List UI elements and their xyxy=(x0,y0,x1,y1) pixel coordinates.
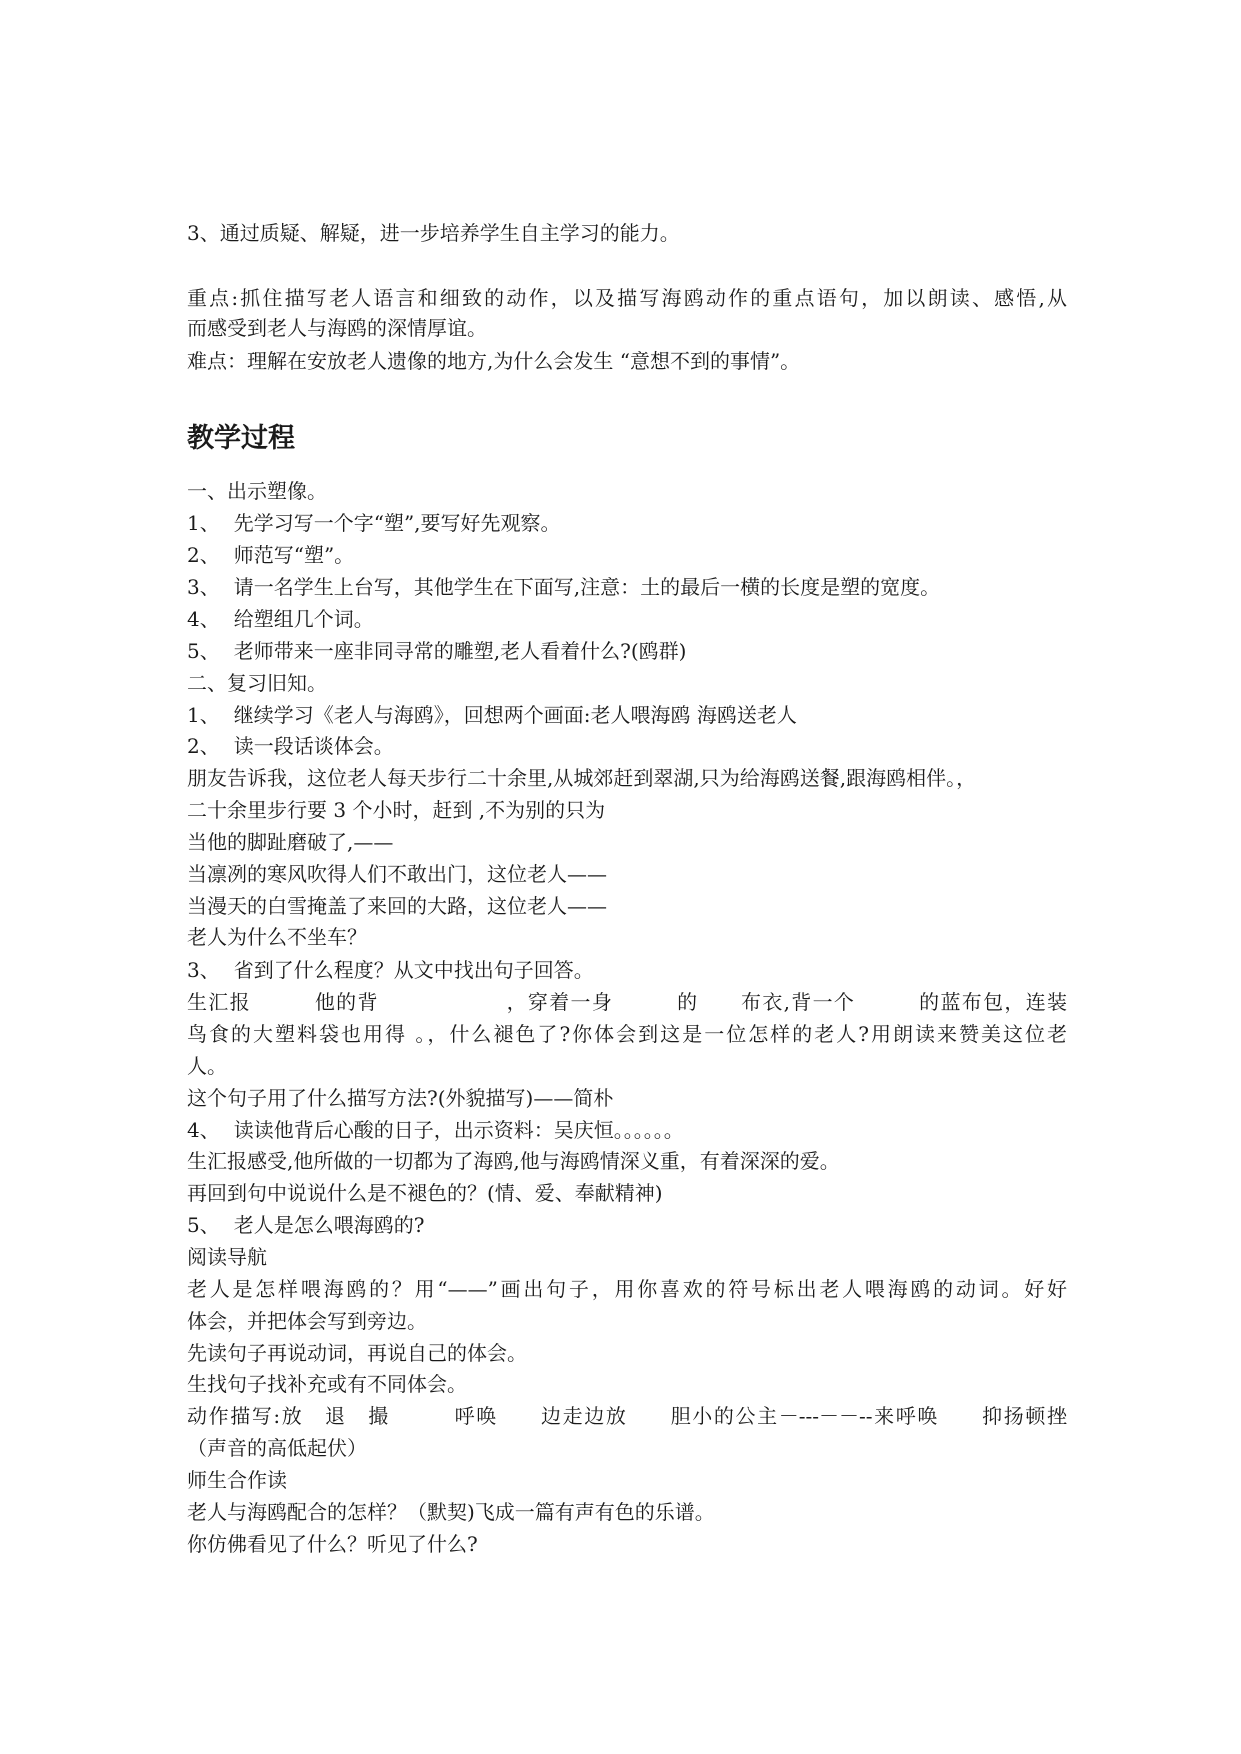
part-1-heading: 一、出示塑像。 xyxy=(187,479,327,503)
list-number: 3、 xyxy=(187,575,220,599)
difficulty-line: 难点：理解在安放老人遗像的地方,为什么会发生 “意想不到的事情”。 xyxy=(187,349,801,373)
paragraph-line: 老人是怎样喂海鸥的？用“——”画出句子，用你喜欢的符号标出老人喂海鸥的动词。好好 xyxy=(187,1277,1067,1301)
list-text: 读读他背后心酸的日子，出示资料：吴庆恒。。。。。。 xyxy=(233,1118,684,1142)
paragraph-line: 朋友告诉我，这位老人每天步行二十余里,从城郊赶到翠湖,只为给海鸥送餐,跟海鸥相伴。， xyxy=(187,766,977,790)
paragraph-line: 当他的脚趾磨破了,—— xyxy=(187,830,394,854)
list-number: 2、 xyxy=(187,734,220,758)
objective-item-3: 3、通过质疑、解疑，进一步培养学生自主学习的能力。 xyxy=(187,221,680,245)
paragraph-line: 阅读导航 xyxy=(187,1245,267,1269)
list-text: 老师带来一座非同寻常的雕塑,老人看着什么?(鸥群) xyxy=(233,639,687,663)
list-number: 3、 xyxy=(187,958,220,982)
paragraph-line: 当凛冽的寒风吹得人们不敢出门，这位老人—— xyxy=(187,862,607,886)
list-item xyxy=(187,508,1067,538)
key-point-line-1: 重点:抓住描写老人语言和细致的动作，以及描写海鸥动作的重点语句，加以朗读、感悟,从 xyxy=(187,286,1067,310)
paragraph-line: 生汇报感受,他所做的一切都为了海鸥,他与海鸥情深义重，有着深深的爱。 xyxy=(187,1149,840,1173)
paragraph-line: 人。 xyxy=(187,1054,227,1078)
list-item xyxy=(187,540,1067,570)
paragraph-line: 鸟食的大塑料袋也用得 。，什么褪色了?你体会到这是一位怎样的老人?用朗读来赞美这位老 xyxy=(187,1022,1067,1046)
list-item xyxy=(187,700,1067,730)
list-text: 老人是怎么喂海鸥的? xyxy=(233,1213,425,1237)
list-item xyxy=(187,1210,1067,1240)
paragraph-line: 师生合作读 xyxy=(187,1468,287,1492)
list-number: 4、 xyxy=(187,607,220,631)
list-text: 读一段话谈体会。 xyxy=(233,734,394,758)
paragraph-line: 生找句子找补充或有不同体会。 xyxy=(187,1372,467,1396)
list-number: 2、 xyxy=(187,543,220,567)
key-point-line-2: 而感受到老人与海鸥的深情厚谊。 xyxy=(187,316,487,340)
list-number: 4、 xyxy=(187,1118,220,1142)
paragraph-line: 老人为什么不坐车？ xyxy=(187,925,367,949)
list-text: 省到了什么程度？从文中找出句子回答。 xyxy=(233,958,594,982)
paragraph-line: 再回到句中说说什么是不褪色的？(情、爱、奉献精神) xyxy=(187,1181,663,1205)
list-number: 1、 xyxy=(187,511,220,535)
list-number: 5、 xyxy=(187,1213,220,1237)
list-text: 给塑组几个词。 xyxy=(233,607,374,631)
list-text: 先学习写一个字“塑”,要写好先观察。 xyxy=(233,511,561,535)
list-text: 请一名学生上台写，其他学生在下面写,注意：土的最后一横的长度是塑的宽度。 xyxy=(233,575,941,599)
paragraph-line: 这个句子用了什么描写方法?(外貌描写)——简朴 xyxy=(187,1086,614,1110)
paragraph-line: 生汇报 他的背 ，穿着一身 的 布衣,背一个 的蓝布包，连装 xyxy=(187,990,1067,1014)
list-text: 师范写“塑”。 xyxy=(233,543,355,567)
list-number: 1、 xyxy=(187,703,220,727)
paragraph-line: 你仿佛看见了什么？听见了什么? xyxy=(187,1532,478,1556)
list-item xyxy=(187,572,1067,602)
paragraph-line: 老人与海鸥配合的怎样？（默契)飞成一篇有声有色的乐谱。 xyxy=(187,1500,715,1524)
list-number: 5、 xyxy=(187,639,220,663)
paragraph-line: 动作描写:放 退 撮 呼唤 边走边放 胆小的公主－---－－--来呼唤 抑扬顿挫 xyxy=(187,1404,1067,1428)
list-item xyxy=(187,636,1067,666)
section-heading: 教学过程 xyxy=(187,423,295,454)
paragraph-line: 体会，并把体会写到旁边。 xyxy=(187,1309,427,1333)
list-text: 继续学习《老人与海鸥》，回想两个画面:老人喂海鸥 海鸥送老人 xyxy=(233,703,797,727)
paragraph-line: 先读句子再说动词，再说自己的体会。 xyxy=(187,1341,527,1365)
paragraph-line: 当漫天的白雪掩盖了来回的大路，这位老人—— xyxy=(187,894,607,918)
paragraph-line: （声音的高低起伏） xyxy=(187,1436,367,1460)
list-item xyxy=(187,955,1067,985)
paragraph-line: 二十余里步行要 3 个小时，赶到 ,不为别的只为 xyxy=(187,798,606,822)
list-item xyxy=(187,731,1067,761)
part-2-heading: 二、复习旧知。 xyxy=(187,671,327,695)
list-item xyxy=(187,604,1067,634)
list-item xyxy=(187,1115,1067,1145)
